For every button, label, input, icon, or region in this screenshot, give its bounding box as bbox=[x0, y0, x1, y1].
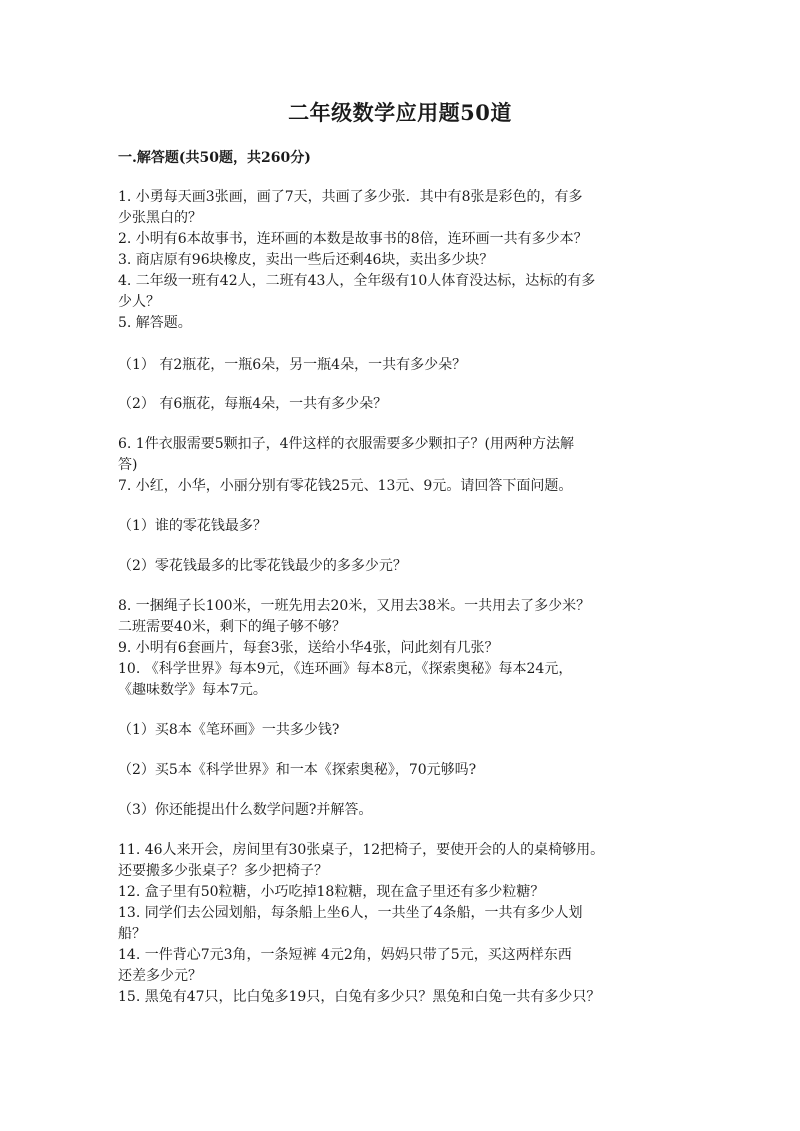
question-line: 11. 46人来开会，房间里有30张桌子，12把椅子，要使开会的人的桌椅够用。 bbox=[118, 842, 605, 858]
question-line: 13. 同学们去公园划船，每条船上坐6人，一共坐了4条船，一共有多少人划 bbox=[118, 905, 583, 921]
question-line: 二班需要40米，剩下的绳子够不够？ bbox=[118, 619, 346, 635]
question-line: 2. 小明有6本故事书，连环画的本数是故事书的8倍，连环画一共有多少本？ bbox=[118, 231, 588, 247]
question-line: 还差多少元？ bbox=[118, 968, 202, 984]
question-line: 7. 小红，小华，小丽分别有零花钱25元、13元、9元。请回答下面问题。 bbox=[118, 478, 573, 494]
question-line: 还要搬多少张桌子？多少把椅子？ bbox=[118, 863, 328, 879]
question-line: 9. 小明有6套画片，每套3张，送给小华4张，问此刻有几张？ bbox=[118, 640, 499, 656]
question-line: 10. 《科学世界》每本9元，《连环画》每本8元，《探索奥秘》每本24元， bbox=[118, 661, 573, 677]
question-line: 5. 解答题。 bbox=[118, 315, 192, 331]
sub-question-line: （2）买5本《科学世界》和一本《探索奥秘》，70元够吗? bbox=[118, 762, 477, 778]
question-line: 12. 盒子里有50粒糖，小巧吃掉18粒糖，现在盒子里还有多少粒糖？ bbox=[118, 884, 545, 900]
question-line: 少人？ bbox=[118, 294, 160, 310]
sub-question-line: （2） 有6瓶花，每瓶4朵，一共有多少朵？ bbox=[118, 396, 388, 412]
question-line: 6. 1件衣服需要5颗扣子，4件这样的衣服需要多少颗扣子？(用两种方法解 bbox=[118, 436, 574, 452]
section-heading: 一.解答题(共50题，共260分) bbox=[118, 150, 311, 166]
question-line: 3. 商店原有96块橡皮，卖出一些后还剩46块，卖出多少块？ bbox=[118, 252, 494, 268]
question-line: 14. 一件背心7元3角，一条短裤 4元2角，妈妈只带了5元，买这两样东西 bbox=[118, 947, 572, 963]
question-line: 15. 黑兔有47只，比白兔多19只，白兔有多少只？黑兔和白兔一共有多少只？ bbox=[118, 989, 601, 1005]
question-line: 1. 小勇每天画3张画，画了7天，共画了多少张．其中有8张是彩色的，有多 bbox=[118, 189, 583, 205]
sub-question-line: （1）买8本《笔环画》一共多少钱? bbox=[118, 722, 340, 738]
sub-question-line: （1）谁的零花钱最多？ bbox=[118, 518, 267, 534]
question-line: 船？ bbox=[118, 926, 146, 942]
question-line: 少张黑白的？ bbox=[118, 210, 202, 226]
question-line: 答) bbox=[118, 457, 138, 473]
question-line: 《趣味数学》每本7元。 bbox=[118, 682, 267, 698]
question-line: 8. 一捆绳子长100米，一班先用去20米，又用去38米。一共用去了多少米？ bbox=[118, 598, 591, 614]
page-title: 二年级数学应用题50道 bbox=[288, 100, 512, 125]
sub-question-line: （2）零花钱最多的比零花钱最少的多多少元？ bbox=[118, 558, 407, 574]
question-line: 4. 二年级一班有42人，二班有43人，全年级有10人体育没达标，达标的有多 bbox=[118, 273, 596, 289]
sub-question-line: （1） 有2瓶花，一瓶6朵，另一瓶4朵，一共有多少朵？ bbox=[118, 357, 467, 373]
sub-question-line: （3）你还能提出什么数学问题?并解答。 bbox=[118, 802, 373, 818]
